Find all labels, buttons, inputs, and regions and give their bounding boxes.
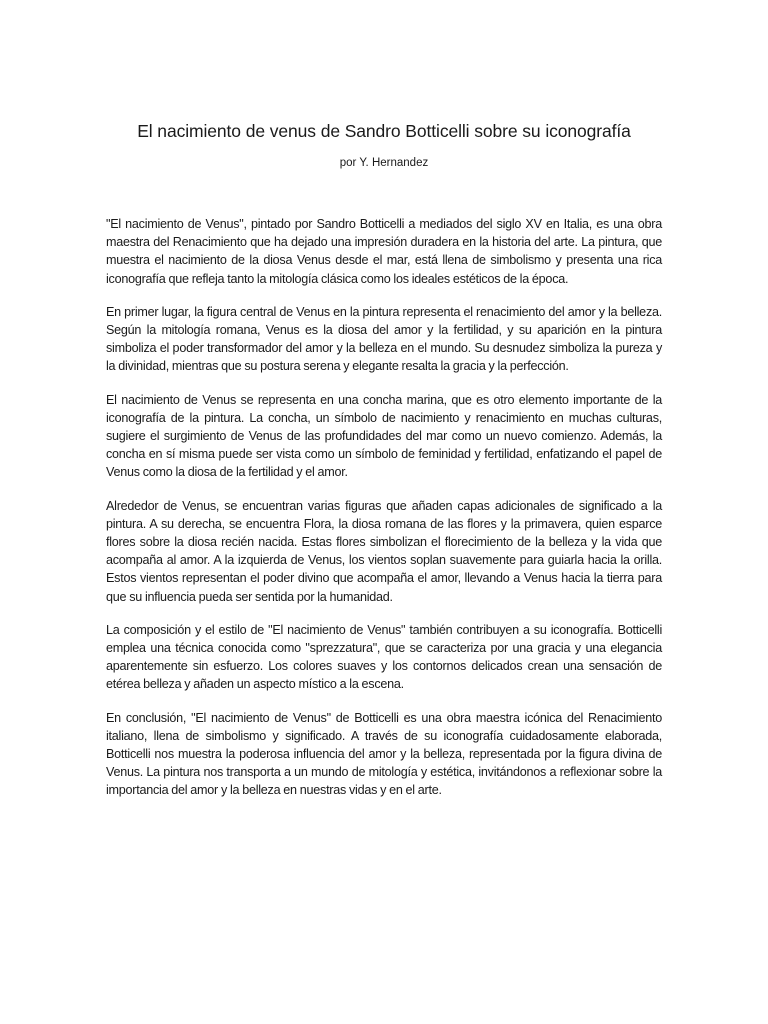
paragraph-intro: "El nacimiento de Venus", pintado por Sandro Botticelli a mediados del siglo XV en Italia, es una obra maestra del Renacimiento que ha dejado una impresión duradera en la historia del arte. La pintura, que muestra el nacimiento de la diosa Venus desde el mar, está llena de simbolismo y presenta una rica iconografía que refleja tanto la mitología clásica como los ideales estéticos de la época.: [106, 217, 662, 286]
paragraph-venus-figure: En primer lugar, la figura central de Venus en la pintura representa el renacimiento del amor y la belleza. Según la mitología romana, Venus es la diosa del amor y la fertilidad, y su aparición en la pintura simboliza el poder transformador del amor y la belleza en el mundo. Su desnudez simboliza la pureza y la divinidad, mientras que su postura serena y elegante resalta la gracia y la perfección.: [106, 304, 662, 374]
paragraph-surrounding-figures: Alrededor de Venus, se encuentran varias figuras que añaden capas adicionales de significado a la pintura. A su derecha, se encuentra Flora, la diosa romana de las flores y la primavera, quien esparce flores sobre la diosa recién nacida. Estas flores simbolizan el florecimiento de la belleza y la vida que acompaña al amor. A la izquierda de Venus, los vientos soplan suavemente para guiarla hacia la orilla. Estos vientos representan el poder divino que acompaña el amor, llevando a Venus hacia la tierra para que su influencia pueda ser sentida por la humanidad.: [106, 498, 662, 604]
document-body: [106, 215, 662, 800]
paragraph-shell: El nacimiento de Venus se representa en una concha marina, que es otro elemento importante de la iconografía de la pintura. La concha, un símbolo de nacimiento y renacimiento en muchas culturas, sugiere el surgimiento de Venus de las profundidades del mar como un nuevo comienzo. Además, la concha en sí misma puede ser vista como un símbolo de feminidad y fertilidad, enfatizando el papel de Venus como la diosa de la fertilidad y el amor.: [106, 392, 662, 480]
paragraph-composition: La composición y el estilo de "El nacimiento de Venus" también contribuyen a su iconografía. Botticelli emplea una técnica conocida como "sprezzatura", que se caracteriza por una gracia y una elegancia aparentemente sin esfuerzo. Los colores suaves y los contornos delicados crean una sensación de etérea belleza y añaden un aspecto místico a la escena.: [106, 622, 662, 692]
document-title: El nacimiento de venus de Sandro Botticelli sobre su iconografía: [137, 121, 631, 141]
paragraph-conclusion: En conclusión, "El nacimiento de Venus" de Botticelli es una obra maestra icónica del Renacimiento italiano, llena de simbolismo y significado. A través de su iconografía cuidadosamente elaborada, Botticelli nos muestra la poderosa influencia del amor y la belleza, representada por la figura divina de Venus. La pintura nos transporta a un mundo de mitología y estética, invitándonos a reflexionar sobre la importancia del amor y la belleza en nuestras vidas y en el arte.: [106, 710, 662, 798]
document-author: por Y. Hernandez: [339, 157, 429, 169]
